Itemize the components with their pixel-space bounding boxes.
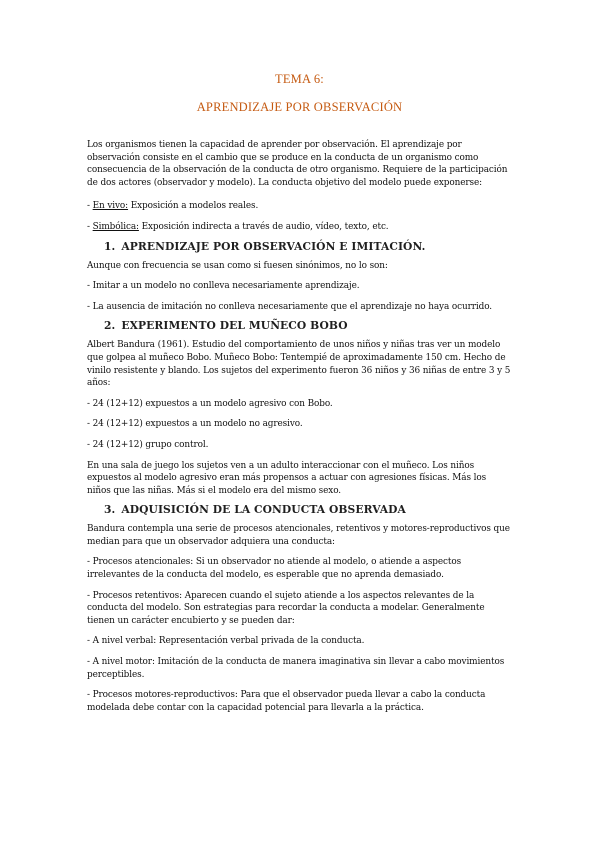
section-number: 3. <box>104 503 116 517</box>
list-item: - A nivel motor: Imitación de la conducta de manera imaginativa sin llevar a cabo movimientos perceptibles. <box>87 657 505 680</box>
list-item: - 24 (12+12) grupo control. <box>87 439 209 450</box>
item-prefix: - <box>87 221 93 232</box>
section-title: APRENDIZAJE POR OBSERVACIÓN E IMITACIÓN. <box>121 239 426 253</box>
item-term: Simbólica: <box>92 221 139 232</box>
section-number: 1. <box>104 239 116 253</box>
list-item: - Procesos atencionales: Si un observador no atiende al modelo, o atiende a aspectos irrelevantes de la conducta del modelo, es esperable que no aprenda demasiado. <box>87 557 462 581</box>
item-term: En vivo: <box>92 201 129 212</box>
expose-item-live <box>87 200 512 213</box>
list-item: - Procesos motores-reproductivos: Para que el observador pueda llevar a cabo la conducta modelada debe contar con la capacidad potencial para llevarla a la práctica. <box>87 690 486 713</box>
section-title: ADQUISICIÓN DE LA CONDUCTA OBSERVADA <box>121 503 406 517</box>
item-text: Exposición a modelos reales. <box>128 201 259 212</box>
section-heading-3 <box>87 503 512 517</box>
list-item: - A nivel verbal: Representación verbal privada de la conducta. <box>87 636 365 647</box>
paragraph: Bandura contempla una serie de procesos atencionales, retentivos y motores-reproductivos que median para que un observador adquiera una conducta: <box>87 524 510 547</box>
topic-number: TEMA 6: <box>275 72 324 86</box>
paragraph: Albert Bandura (1961). Estudio del comportamiento de unos niños y niñas tras ver un modelo que golpea al muñeco Bobo. Muñeco Bobo: Tentempié de aproximadamente 150 cm. Hecho de vinilo resistente y blando. Los sujetos del experimento fueron 36 niños y 36 niñas de entre 3 y 5 años: <box>87 340 511 389</box>
list-item: - 24 (12+12) expuestos a un modelo no agresivo. <box>87 419 303 430</box>
section-title: EXPERIMENTO DEL MUÑECO BOBO <box>121 319 348 333</box>
list-item: - Imitar a un modelo no conlleva necesariamente aprendizaje. <box>87 281 360 292</box>
intro-paragraph: Los organismos tienen la capacidad de aprender por observación. El aprendizaje por observación consiste en el cambio que se produce en la conducta de un organismo como consecuencia de la observación de la conducta de otro organismo. Requiere de la participación de dos actores (observador y modelo). La conducta objetivo del modelo puede exponerse: <box>87 140 508 188</box>
item-text: Exposición indirecta a través de audio, vídeo, texto, etc. <box>138 221 389 232</box>
list-item: - 24 (12+12) expuestos a un modelo agresivo con Bobo. <box>87 398 333 409</box>
paragraph: Aunque con frecuencia se usan como si fuesen sinónimos, no lo son: <box>87 260 388 271</box>
section-heading-1 <box>87 240 512 254</box>
paragraph: En una sala de juego los sujetos ven a un adulto interaccionar con el muñeco. Los niños expuestos al modelo agresivo eran más propensos a actuar con agresiones físicas. Más los niños que las niñas. Más si el modelo era del mismo sexo. <box>87 460 487 496</box>
section-number: 2. <box>104 319 116 333</box>
page-title: APRENDIZAJE POR OBSERVACIÓN <box>196 100 403 114</box>
expose-item-symbolic <box>87 221 512 234</box>
item-prefix: - <box>87 201 93 212</box>
list-item: - La ausencia de imitación no conlleva necesariamente que el aprendizaje no haya ocurrido. <box>87 301 493 312</box>
section-heading-2 <box>87 319 512 333</box>
title-block <box>87 72 512 115</box>
list-item: - Procesos retentivos: Aparecen cuando el sujeto atiende a los aspectos relevantes de la conducta del modelo. Son estrategias para recordar la conducta a modelar. Generalmente tienen un carácter encubierto y se pueden dar: <box>87 590 485 626</box>
